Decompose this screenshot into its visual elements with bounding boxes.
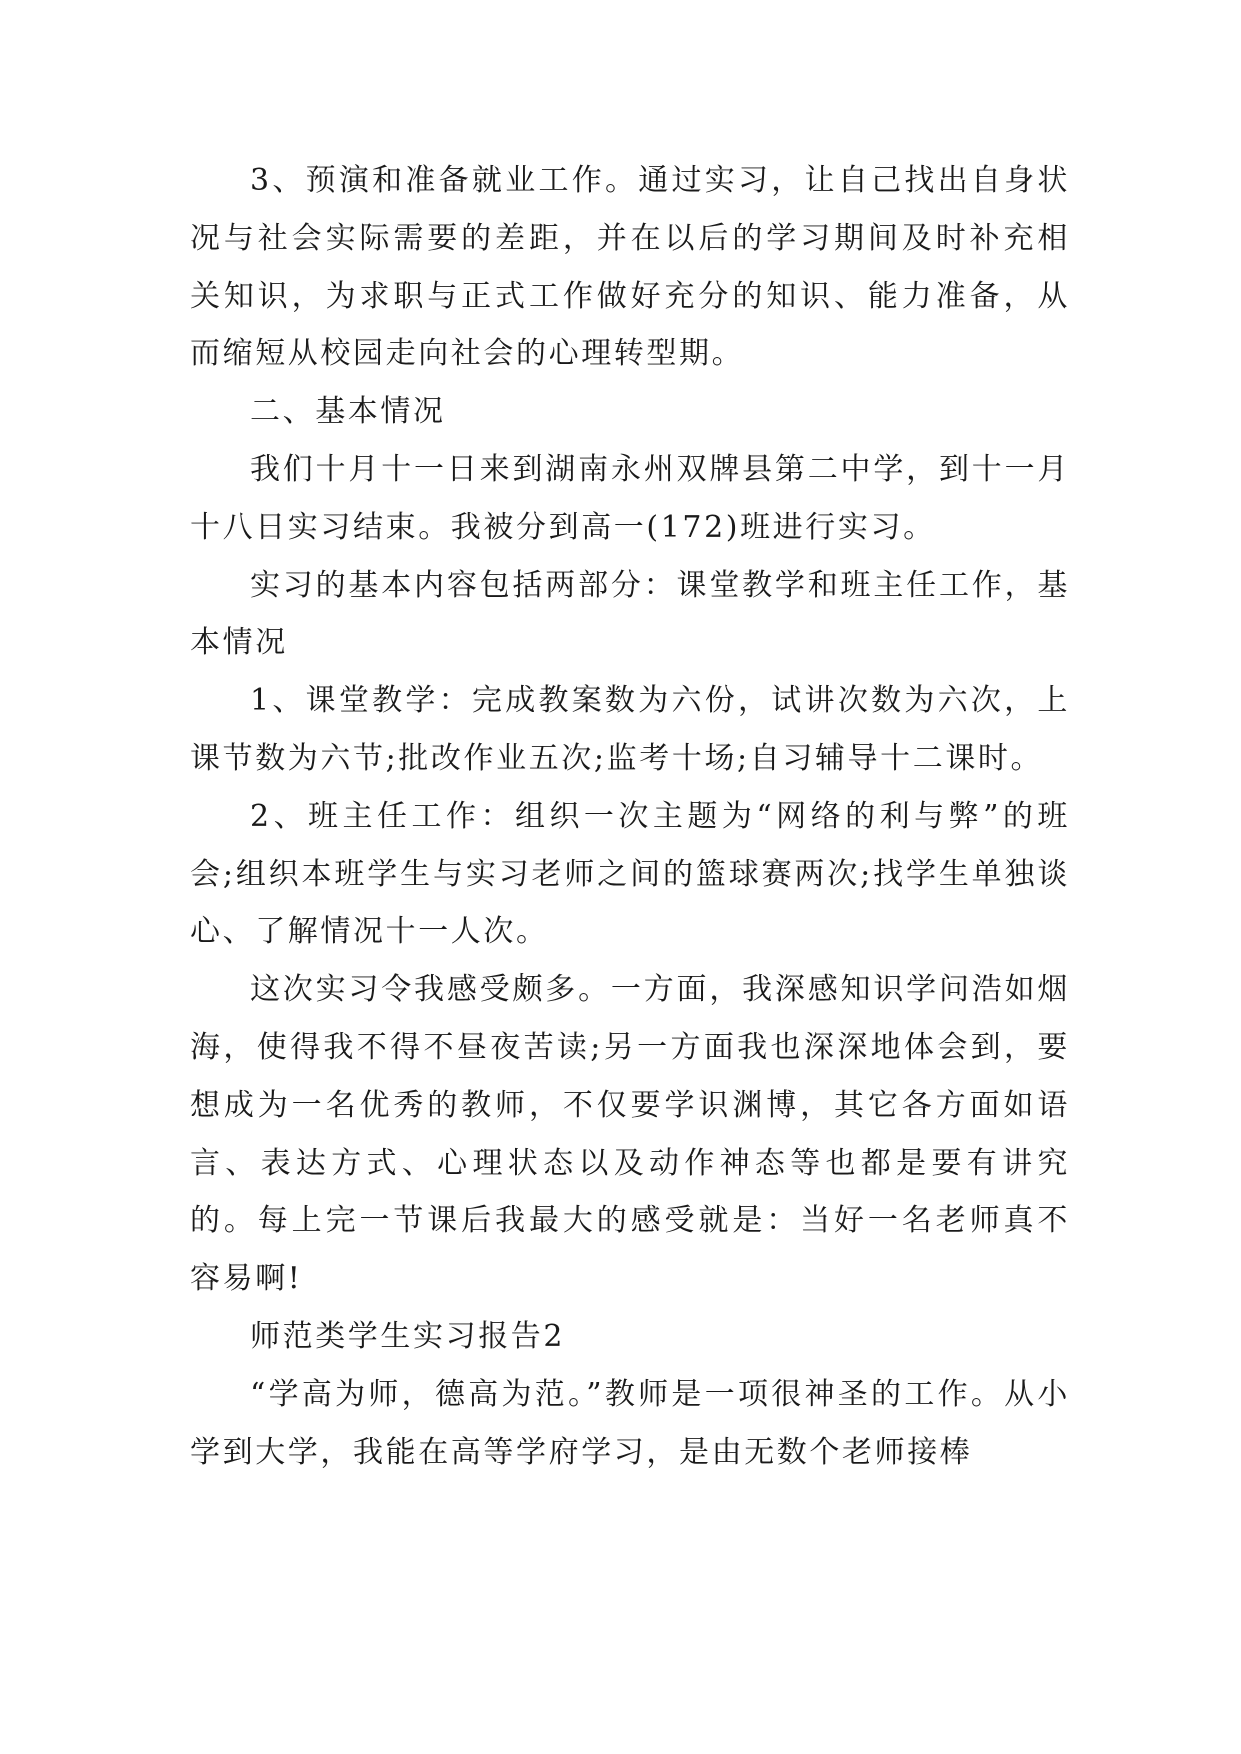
paragraph-content-overview: 实习的基本内容包括两部分：课堂教学和班主任工作，基本情况 [190,567,1070,661]
paragraph-preparation: 3、预演和准备就业工作。通过实习，让自己找出自身状况与社会实际需要的差距，并在以后的学习期间及时补充相关知识，为求职与正式工作做好充分的知识、能力准备，从而缩短从校园走向社会的心理转型期。 [190,163,1070,372]
paragraph-arrival: 我们十月十一日来到湖南永州双牌县第二中学，到十一月十八日实习结束。我被分到高一(172)班进行实习。 [190,451,1070,545]
paragraph-reflection: 这次实习令我感受颇多。一方面，我深感知识学问浩如烟海，使得我不得不昼夜苦读;另一方面我也深深地体会到，要想成为一名优秀的教师，不仅要学识渊博，其它各方面如语言、表达方式、心理状态以及动作神态等也都是要有讲究的。每上完一节课后我最大的感受就是：当好一名老师真不容易啊! [190,972,1070,1297]
document-body [190,152,1070,1481]
paragraph-class-teacher-work: 2、班主任工作：组织一次主题为“网络的利与弊”的班会;组织本班学生与实习老师之间的篮球赛两次;找学生单独谈心、了解情况十一人次。 [190,798,1070,950]
section-heading-basic-situation: 二、基本情况 [250,394,446,430]
report-title-2: 师范类学生实习报告2 [250,1318,566,1354]
paragraph-classroom-teaching: 1、课堂教学：完成教案数为六份，试讲次数为六次，上课节数为六节;批改作业五次;监考十场;自习辅导十二课时。 [190,683,1070,776]
paragraph-report2-intro: “学高为师，德高为范。”教师是一项很神圣的工作。从小学到大学，我能在高等学府学习，是由无数个老师接棒 [190,1376,1070,1470]
